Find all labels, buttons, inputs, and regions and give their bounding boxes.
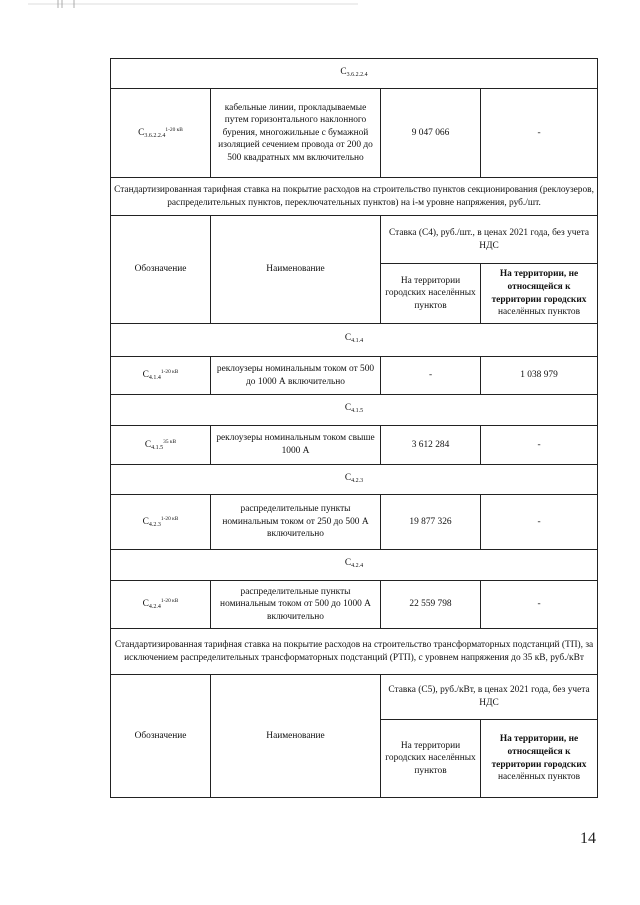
rate-rural: -: [481, 495, 598, 550]
code-index: 3.6.2.2.4: [346, 71, 368, 78]
item-name: реклоузеры номинальным током от 500 до 1000 А включительно: [211, 357, 381, 395]
code-index: 3.6.2.2.4: [144, 132, 166, 139]
rate-rural: 1 038 979: [481, 357, 598, 395]
code-letter: C: [138, 127, 145, 138]
header-rural-bold: На территории, не относящейся к территории городских: [491, 269, 587, 305]
code-index: 4.1.4: [351, 338, 364, 345]
item-name: кабельные линии, прокладываемые путем горизонтального наклонного бурения, многожильные с бумажной изоляцией сечением провода от 200 до 500 квадратных мм включительно: [211, 89, 381, 178]
code-letter: C: [142, 370, 149, 381]
voltage-level: 1-20 кВ: [160, 598, 179, 605]
group-row: [111, 395, 598, 426]
code-letter: C: [344, 472, 352, 483]
code-index: 4.2.3: [351, 477, 364, 484]
header-row: [111, 216, 598, 264]
table-row: [111, 357, 598, 395]
scan-corner-marks: [28, 0, 358, 8]
section-row: [111, 629, 598, 675]
group-code: [111, 550, 598, 581]
header-rural-tail: населённых пунктов: [497, 772, 581, 783]
section-title: Стандартизированная тарифная ставка на покрытие расходов на строительство пунктов секционирования (реклоузеров, распределительных пунктов, переключательных пунктов) на i-м уровне напряжения, руб./шт.: [111, 178, 598, 216]
code-index: 4.2.4: [148, 604, 161, 611]
section-row: [111, 178, 598, 216]
header-name: Наименование: [211, 675, 381, 798]
item-code: [111, 495, 211, 550]
group-code: [111, 465, 598, 495]
code-letter: C: [340, 66, 347, 77]
section-title: Стандартизированная тарифная ставка на покрытие расходов на строительство трансформаторных подстанций (ТП), за исключением распределительных трансформаторных подстанций (РТП), с уровнем напряжения до 35 кВ, руб./кВт: [111, 629, 598, 675]
header-rate: Ставка (С4), руб./шт., в ценах 2021 года, без учета НДС: [381, 216, 598, 264]
code-index: 4.2.4: [351, 563, 364, 570]
code-letter: C: [142, 516, 149, 527]
header-name: Наименование: [211, 216, 381, 324]
header-rural: [481, 264, 598, 324]
group-row: [111, 465, 598, 495]
rate-urban: 9 047 066: [381, 89, 481, 178]
rate-urban: -: [381, 357, 481, 395]
rate-rural: -: [481, 89, 598, 178]
rate-urban: 19 877 326: [381, 495, 481, 550]
group-code: [111, 324, 598, 357]
code-letter: C: [344, 333, 352, 344]
group-row: [111, 550, 598, 581]
code-letter: C: [344, 403, 352, 414]
code-index: 4.1.5: [351, 408, 364, 415]
code-letter: C: [142, 599, 149, 610]
header-urban: На территории городских населённых пунктов: [381, 264, 481, 324]
rate-rural: -: [481, 581, 598, 629]
page-number: 14: [580, 830, 596, 847]
header-rural-tail: населённых пунктов: [497, 307, 581, 318]
group-row: [111, 59, 598, 89]
item-code: [111, 357, 211, 395]
code-letter: C: [344, 558, 352, 569]
header-rate: Ставка (С5), руб./кВт, в ценах 2021 года, без учета НДС: [381, 675, 598, 720]
item-code: [111, 426, 211, 465]
rate-rural: -: [481, 426, 598, 465]
voltage-level: 1-20 кВ: [165, 126, 183, 133]
header-designation: Обозначение: [111, 675, 211, 798]
group-code: [111, 395, 598, 426]
table-row: [111, 495, 598, 550]
tariff-rates-table: [110, 58, 598, 798]
header-rural: [481, 720, 598, 798]
table-row: [111, 426, 598, 465]
code-index: 4.1.5: [151, 444, 164, 451]
code-index: 4.2.3: [148, 521, 161, 528]
item-code: [111, 581, 211, 629]
voltage-level: 35 кВ: [163, 438, 177, 445]
code-index: 4.1.4: [148, 375, 161, 382]
group-code: [111, 59, 598, 89]
item-name: распределительные пункты номинальным током от 250 до 500 А включительно: [211, 495, 381, 550]
tariff-rates-table-body: [111, 59, 598, 798]
table-row: [111, 89, 598, 178]
code-letter: C: [144, 439, 152, 450]
voltage-level: 1-20 кВ: [160, 515, 179, 522]
header-designation: Обозначение: [111, 216, 211, 324]
rate-urban: 22 559 798: [381, 581, 481, 629]
voltage-level: 1-20 кВ: [160, 369, 179, 376]
group-row: [111, 324, 598, 357]
header-rural-bold: На территории, не относящейся к территории городских: [491, 734, 587, 770]
rate-urban: 3 612 284: [381, 426, 481, 465]
item-code: [111, 89, 211, 178]
item-name: реклоузеры номинальным током свыше 1000 А: [211, 426, 381, 465]
table-row: [111, 581, 598, 629]
header-row: [111, 675, 598, 720]
item-name: распределительные пункты номинальным током от 500 до 1000 А включительно: [211, 581, 381, 629]
header-urban: На территории городских населённых пунктов: [381, 720, 481, 798]
